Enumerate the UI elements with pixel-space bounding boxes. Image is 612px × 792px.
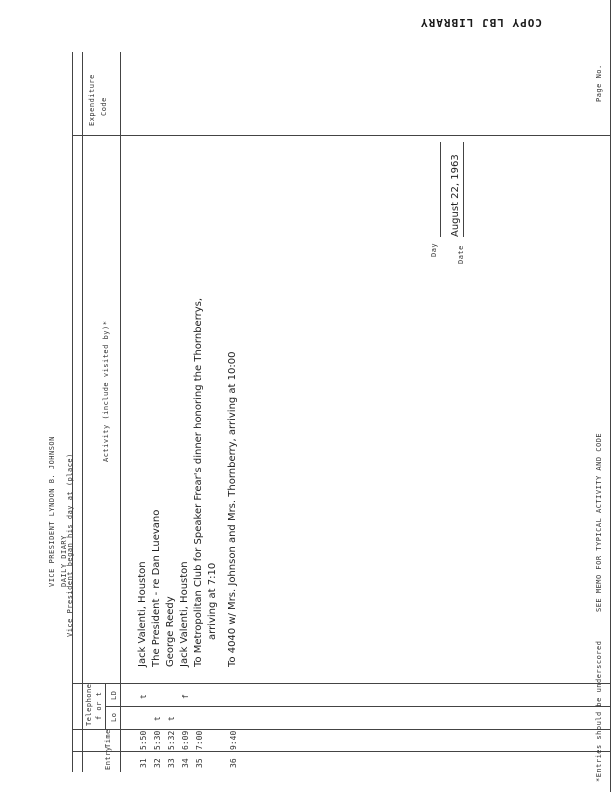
activity-text: Jack Valenti, Houston: [137, 561, 148, 667]
activity-column-header: Activity (include visited by)*: [102, 320, 110, 462]
page-number-label: Page No.: [595, 64, 603, 102]
date-label: Date: [457, 245, 465, 264]
activity-text: To 4040 w/ Mrs. Johnson and Mrs. Thornberry, arriving at 10:00: [227, 351, 238, 667]
activity-text: To Metropolitan Club for Speaker Frear's dinner honoring the Thornberrys,: [193, 297, 204, 667]
telephone-mark: t: [153, 716, 162, 721]
telephone-column-header: Telephone: [85, 683, 93, 726]
telephone-sub-header: f or t: [95, 691, 103, 720]
activity-column-divider: [72, 135, 610, 136]
entry-number: 31: [139, 758, 148, 768]
library-stamp-text: COPY LBJ LIBRARY: [420, 16, 542, 29]
telephone-subheader-line: [105, 684, 106, 730]
diary-subtitle: DAILY DIARY: [60, 535, 68, 587]
entry-column-header: Entry: [104, 746, 112, 770]
entry-number: 34: [181, 758, 190, 768]
activity-text: The President - re Dan Luevano: [151, 509, 162, 667]
telephone-mark: t: [167, 716, 176, 721]
ld-header: LD: [110, 690, 118, 700]
table-bottom-border: [610, 0, 611, 792]
date-underline: [463, 142, 464, 237]
day-label: Day: [430, 242, 438, 257]
telephone-mark: f: [181, 694, 190, 699]
lo-header: Lo: [110, 712, 118, 722]
entry-time: 5:30: [153, 730, 162, 750]
entry-number: 35: [195, 758, 204, 768]
telephone-column-divider: [72, 683, 610, 684]
entry-time: 7:00: [195, 730, 204, 750]
time-column-header: Time: [104, 729, 112, 748]
lo-ld-divider: [105, 706, 610, 707]
expenditure-column-header: Expenditure: [88, 74, 96, 126]
table-top-border: [72, 52, 73, 772]
began-day-label: Vice President began his day at (place): [66, 453, 74, 637]
column-header-divider: [82, 52, 83, 772]
telephone-mark: t: [139, 694, 148, 699]
entry-time: 6:09: [181, 730, 190, 750]
entry-time: 5:50: [139, 730, 148, 750]
footnote: *Entries should be underscored: [595, 640, 603, 782]
activity-text: George Reedy: [165, 596, 176, 667]
diary-title: VICE PRESIDENT LYNDON B. JOHNSON: [48, 436, 56, 587]
entry-number: 33: [167, 758, 176, 768]
activity-text: Jack Valenti, Houston: [179, 561, 190, 667]
activity-text: arriving at 7:10: [207, 562, 218, 640]
day-underline: [440, 142, 441, 237]
date-value: August 22, 1963: [450, 154, 461, 237]
entry-time: 9:40: [229, 730, 238, 750]
entry-time: 5:32: [167, 730, 176, 750]
entry-number: 32: [153, 758, 162, 768]
entry-column-divider: [72, 751, 610, 752]
entry-number: 36: [229, 758, 238, 768]
memo-reference: SEE MEMO FOR TYPICAL ACTIVITY AND CODE: [595, 432, 603, 612]
code-column-header: Code: [100, 97, 108, 116]
header-row-bottom: [120, 52, 121, 772]
